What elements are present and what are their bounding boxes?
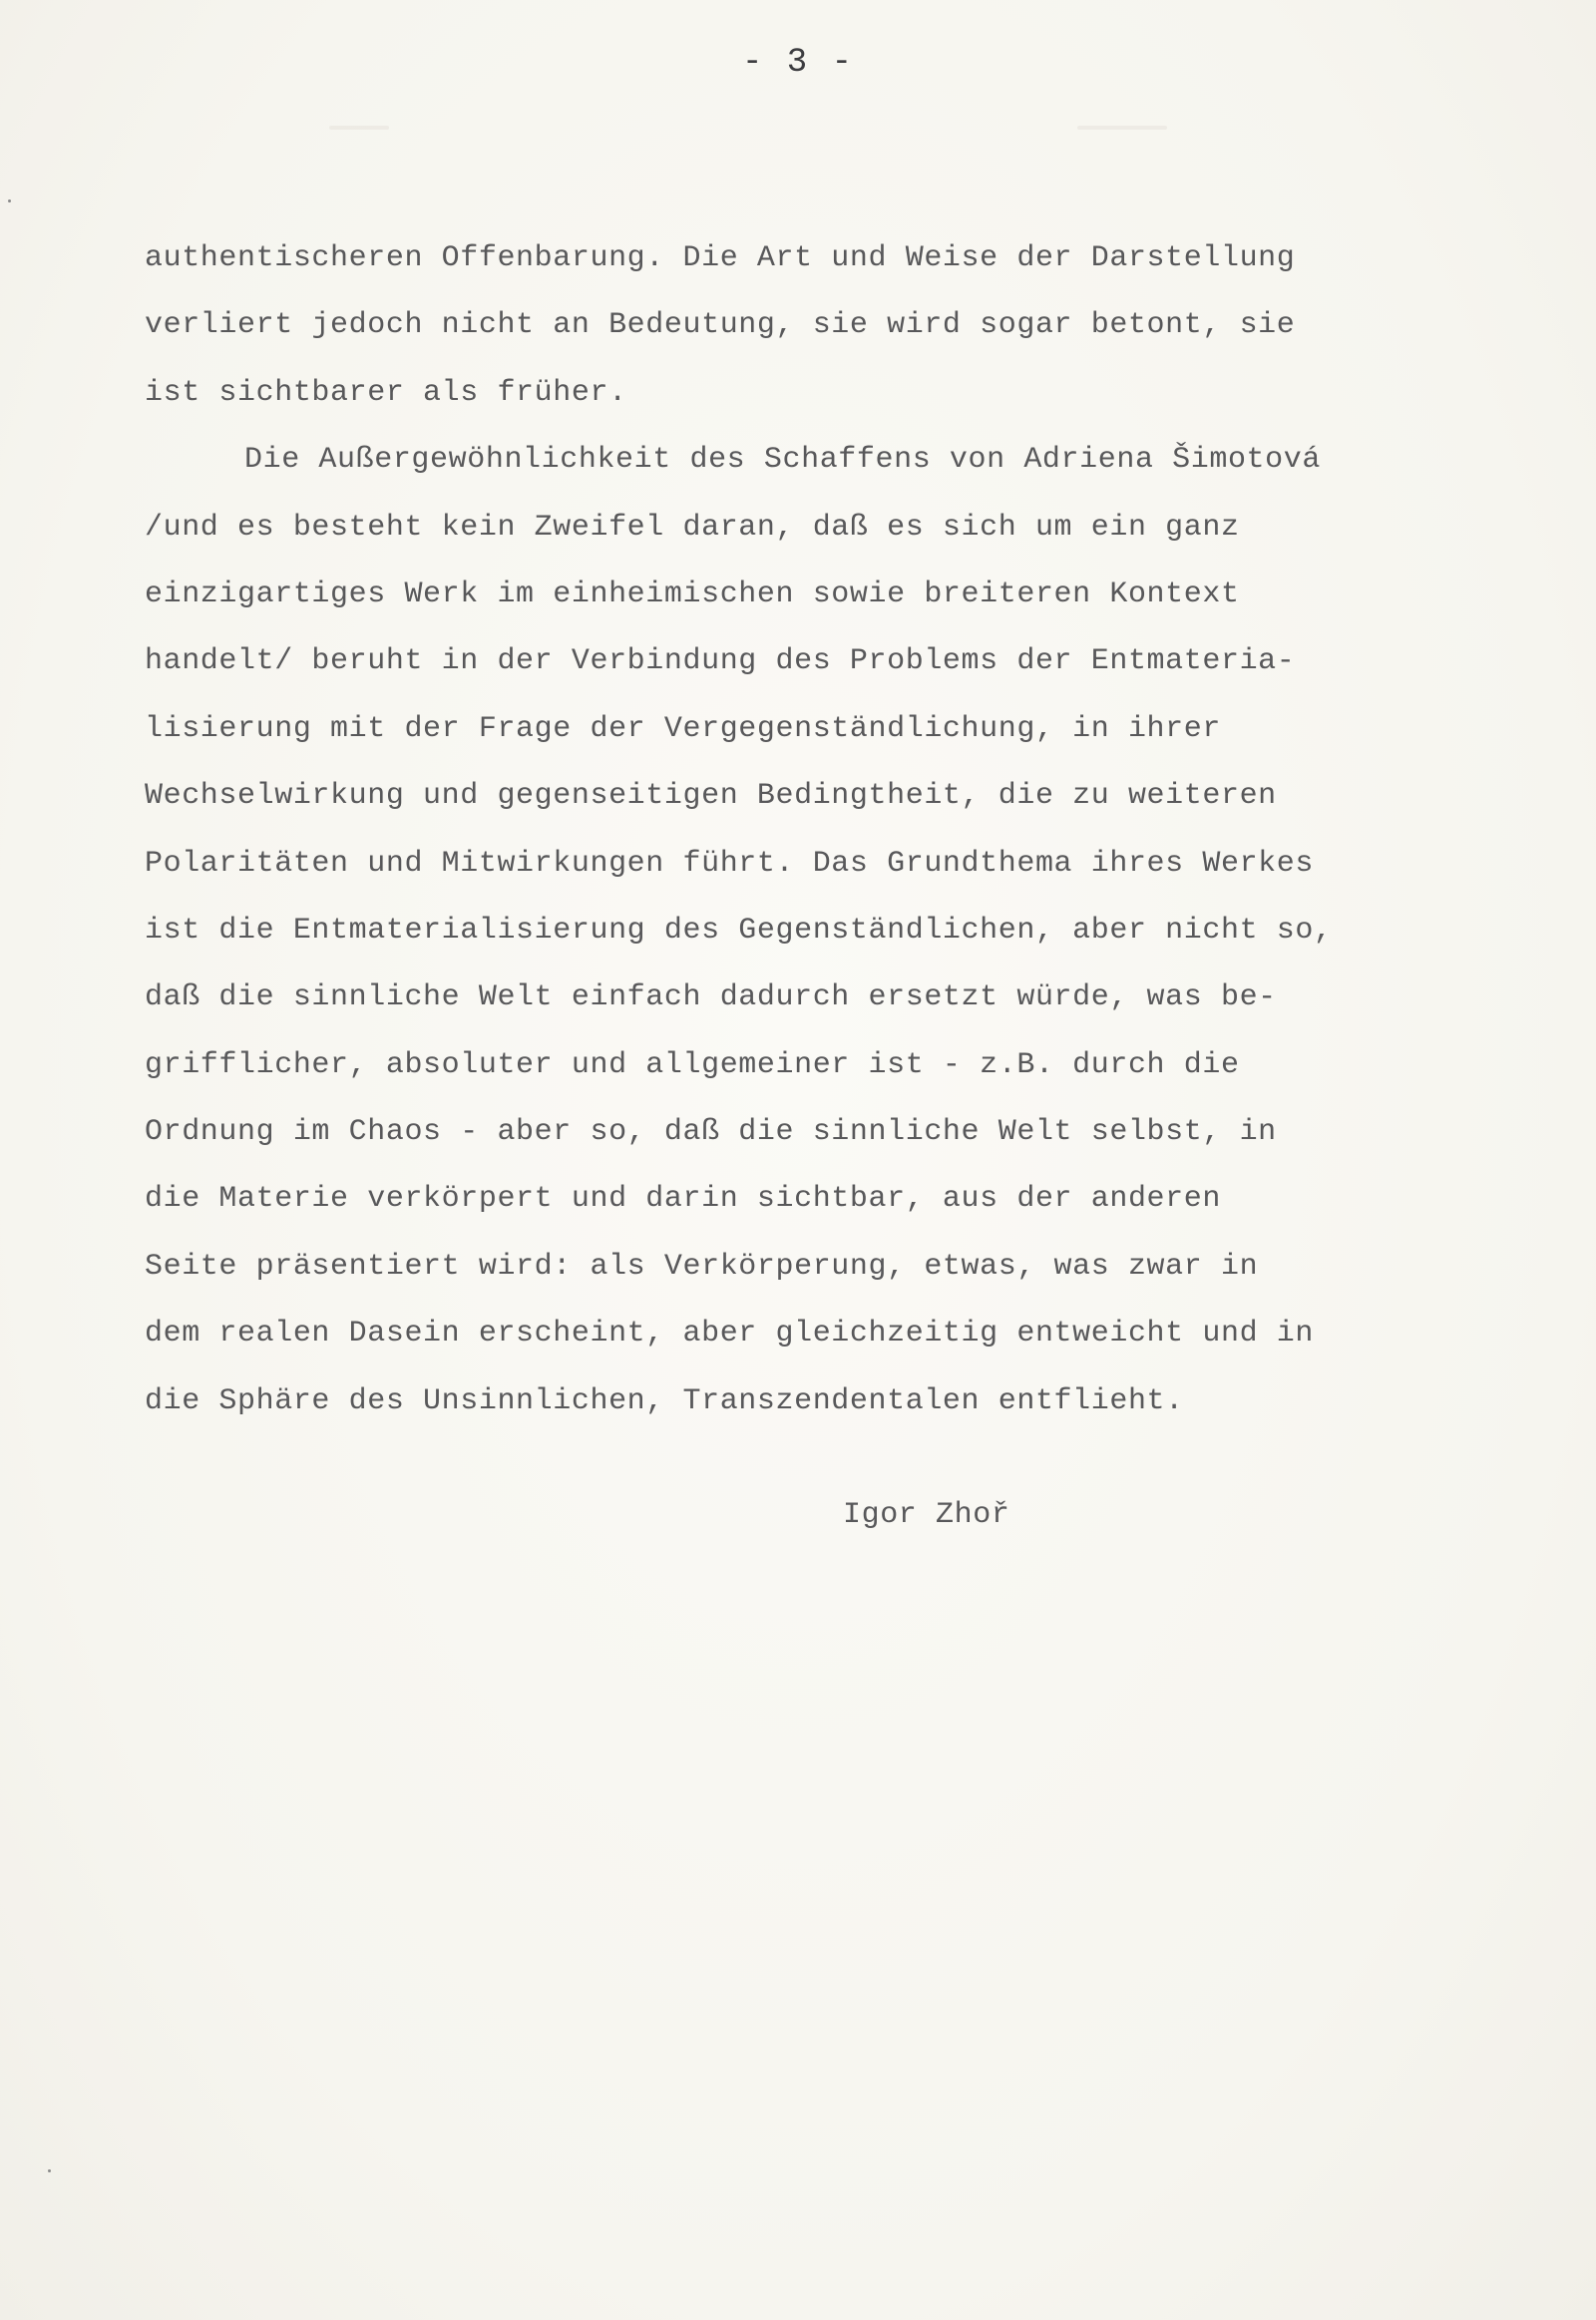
text-line: dem realen Dasein erscheint, aber gleichzeitig entweicht und in <box>145 1317 1314 1352</box>
faint-mark <box>329 126 389 130</box>
text-line: Seite präsentiert wird: als Verkörperung, etwas, was zwar in <box>145 1249 1259 1284</box>
body-text <box>145 225 1491 1435</box>
text-line: Die Außergewöhnlichkeit des Schaffens von Adriena Šimotová <box>244 443 1321 478</box>
text-line: die Materie verkörpert und darin sichtbar, aus der anderen <box>145 1182 1221 1217</box>
text-line: ist die Entmaterialisierung des Gegenständlichen, aber nicht so, <box>145 913 1333 948</box>
text-line: Wechselwirkung und gegenseitigen Bedingtheit, die zu weiteren <box>145 779 1277 814</box>
margin-speck <box>8 199 11 202</box>
text-line: Ordnung im Chaos - aber so, daß die sinnliche Welt selbst, in <box>145 1115 1277 1150</box>
faint-mark <box>1077 126 1167 130</box>
text-line: authentischeren Offenbarung. Die Art und Weise der Darstellung <box>145 241 1296 275</box>
page-number: - 3 - <box>741 44 855 82</box>
text-line: daß die sinnliche Welt einfach dadurch ersetzt würde, was be- <box>145 980 1277 1015</box>
text-line: einzigartiges Werk im einheimischen sowie breiteren Kontext <box>145 577 1240 611</box>
text-line: grifflicher, absoluter und allgemeiner ist - z.B. durch die <box>145 1047 1240 1082</box>
text-line: /und es besteht kein Zweifel daran, daß es sich um ein ganz <box>145 510 1240 545</box>
text-line: lisierung mit der Frage der Vergegenständlichung, in ihrer <box>145 711 1221 746</box>
text-line: Polaritäten und Mitwirkungen führt. Das Grundthema ihres Werkes <box>145 846 1314 881</box>
text-line: ist sichtbarer als früher. <box>145 375 627 410</box>
author-signature: Igor Zhoř <box>843 1498 1010 1532</box>
text-line: verliert jedoch nicht an Bedeutung, sie wird sogar betont, sie <box>145 308 1296 343</box>
text-line: handelt/ beruht in der Verbindung des Problems der Entmateria- <box>145 644 1296 679</box>
margin-speck <box>48 2169 51 2172</box>
text-line: die Sphäre des Unsinnlichen, Transzendentalen entflieht. <box>145 1383 1184 1418</box>
